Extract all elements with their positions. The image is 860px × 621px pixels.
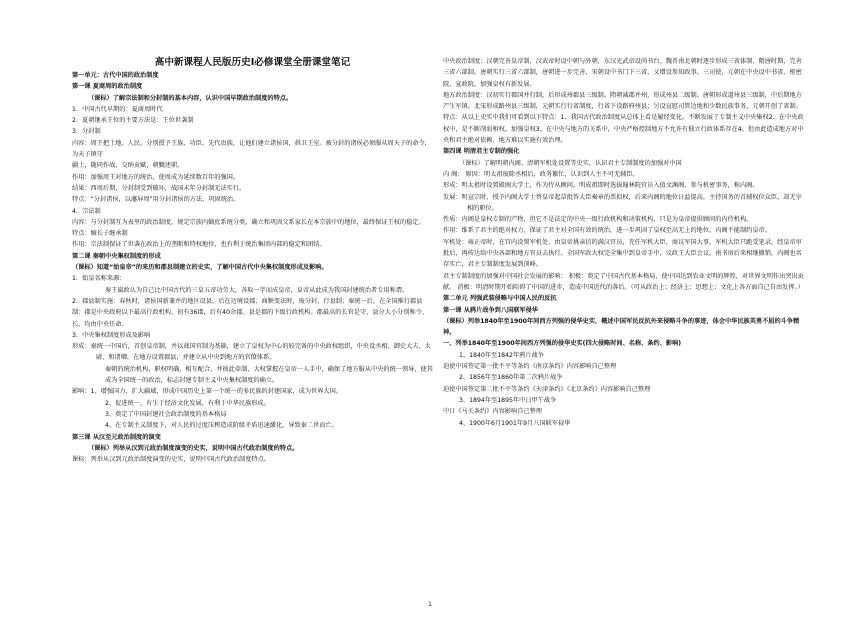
text-line: 内 阁： 原因：明太祖废除丞相后，政务繁忙，认识到人主不可无辅臣。 [443, 170, 639, 178]
text-line: 3．中央集权制度形成及影响 [72, 331, 151, 339]
text-line: 第二单元 列强武装侵略与中国人民的反抗 [443, 295, 557, 303]
text-line: 中央政治制度：汉朝完善皇帝制，汉武帝时设中朝与外朝，东汉光武帝设尚书台。魏晋南北朝时逐步形成三省体制，隋唐时期，完善三省六部制。唐朝实行三省六部制，唐朝进一步完善，宋朝设中书门下三省，又增设参知政事、三司使，元朝在中央设中书省、枢密院、宣政院，加强皇权有新发展。 [443, 58, 802, 88]
text-line: 1．始皇名称来源： [72, 275, 126, 283]
text-line: （课标）列举从汉到元政治制度演变的史实，说明中国古代政治制度的特点。 [88, 444, 299, 452]
text-line: 3、1894年至1895年中日甲午战争 [459, 396, 557, 404]
text-line: （课标）列举1840年至1900年间西方列强的侵华史实，概述中国军民反抗外来侵略斗争的事迹，体会中华民族英勇不屈的斗争精神。 [443, 317, 800, 337]
text-line: 秦朝的统治机构，职权明确，相互配合，并彼此牵制，大权掌握在皇帝一人手中，确保了地方服从中央的统一领导，使其成为全国统一的政治，标志封建专制主义中央集权制度的确立。 [105, 365, 433, 385]
text-line: （课标）了解宗法制和分封制的基本内容，认识中国早期政治制度的特点。 [88, 94, 293, 102]
text-line: 作用：维系了君主的绝对权力，保证了君主对全国有效的统治，进一步巩固了皇权至高无上的地位，内阁不能制约皇帝。 [443, 227, 771, 235]
text-line: 4．宗法制 [72, 207, 101, 215]
text-line: 一、列举1840年至1900年间西方列强的侵华史实(四大侵略时间、名称、条约、影响) [443, 340, 682, 348]
text-line: 地方政治制度：汉初实行郡国并行制，后形成州郡县三级制。隋朝减郡并州，形成州县二级制。唐朝形成道州县三级制，中后期地方产生军镇。北宋形成路州县三级制，元朝实行行省制度，行省下设路府州县；另设宣慰司管边地和少数民族事务，元朝开创了省制。 [443, 91, 802, 111]
text-line: 2、促进统一，有生于经济文化发展，有利于中华民族形成。 [105, 399, 270, 407]
text-line: 疆土，随同作战，交纳贡赋，朝觐述职。 [72, 162, 184, 170]
document-title: 高中新课程人民版历史Ⅰ必修课堂全册课堂笔记 [154, 57, 351, 68]
text-line: 特点：从以上史实中我们可看到以下特点：1、我国古代政治制度从总体上看是履经变化，不断发展了专制主义中央集权2、在中央政权中，是不断削弱相权，加强皇权3、在中央与地方的关系中，中央严格控制地方不允许有独立行政体系存在4、但由此造成地方对中央和君主绝对依赖，地方难以实施有效治理。 [443, 114, 804, 145]
text-line: 君主专制制度的加强对中国社会发展的影响： 积极：奠定了中国古代基本格局，使中国达到农业文明的辉煌，对世界文明作出突出贡献。 消极：明清时期开始阻碍了中国的进步，造成中国近代的落后。（可从政治上；经济上；思想上；文化上各方面自己自由发挥。） [443, 272, 804, 291]
text-line: 1．中国古代早期的：夏商周时代 [72, 105, 163, 113]
text-line: 第二课 秦朝中央集权制度的形成 [72, 252, 161, 260]
text-line: 发展：明宣宗时，授予内阁大学士替皇帝起草批答大臣奏章的票拟权，后来内阁的地位日益提高，主持国务的首辅权位众臣，却无宰相的职位。 [443, 193, 802, 212]
text-line: 3、奠定了中国封建社会政治制度的基本格局 [105, 410, 227, 418]
text-line: 3．分封制 [72, 128, 101, 136]
text-line: 特点：“分封诸侯，以藩屏周”用分封诸侯的方法，巩固统治。 [72, 196, 240, 204]
text-line: 第一课 夏商周的政治制度 [72, 83, 143, 91]
text-line: 内容：周王把土地、人民、分别授予王族、功臣、先代贵族，让他们建立诸侯国，拱卫王室。被分封的诸侯必须服从周天子的命令，为天子镇守 [72, 139, 431, 159]
text-line: 2、1856年至1860年第二次鸦片战争 [459, 374, 563, 382]
text-line: 4、在专制主义制度下，对人民的过度压榨造成阶级矛盾迅速激化，导致秦二世而亡。 [105, 422, 338, 430]
text-line: 4、1900年6月1901年9月八国联军侵华 [459, 419, 571, 427]
text-line: 特点：嫡长子继承制 [72, 230, 128, 238]
text-line: 秦王嬴政认为自己比中国古代的三皇五帝功劳大，各取一字而成皇帝，皇帝从此成为我国封建统治者专用称谓。 [105, 286, 409, 294]
text-line: 2．郡县制实施：春秋时，诸侯国新兼并的地区设县，后在边境设郡；商鞅变法时，废分封，行县制；秦统一后，在全国推行郡县制：郡是中央政府以下最高行政机构，初有36郡，后有40余郡。县是郡的下级行政机构。郡最高的长官是守，县分大小分别称令、长，均由中央任命。 [72, 297, 429, 328]
text-line: （课标）了解明朝内阁、清朝军机处设置等史实，认识君主专制制度的加强对中国 [459, 159, 682, 167]
text-line: 性质：内阁是皇权专制的产物，但它不是法定的中央一级行政机构和决策机构，只是为皇帝提供顾问的内侍机构。 [443, 216, 753, 224]
text-line: 内容：与分封制互为表里的政治制度，规定宗族内嫡庶系统分类，确立和巩固父系家长在本宗族中的地位，最终保证王权的稳定。 [72, 218, 425, 226]
right-column [443, 56, 804, 621]
text-line: 第一课 从鸦片战争到八国联军侵华 [443, 306, 538, 314]
page-number: 1 [428, 601, 432, 608]
text-line: 结果：西周后期，分封制受到破坏，战国末年分封制无法实行。 [72, 184, 246, 192]
text-line: 形成：秦统一中国后，首创皇帝制，并以战国官制为基础，建立了皇权为中心的较完备的中央政权组织，中央设丞相、御史大夫、太尉，和诸卿，在地方设置郡县，并建立从中央到地方的官僚体系。 [72, 343, 431, 362]
text-line: 军机处：雍正帝时，在宫内设置军机处，由皇帝挑亲信的满汉官员，充任军机大臣，商议军国大事，军机大臣只跪受笔录，经皇帝审批后，再传达给中央各部和地方官员去执行。全国军政大权完全集中到皇帝手中，议政王大臣会议，南书房后来相继撤销，内阁也名存实亡，君主专制制度发展到顶峰。 [443, 238, 802, 269]
text-line: 中日《马关条约》内容影响自己整理 [443, 408, 542, 416]
text-line: 作用：加强周王对地方的统治，使周成为延续数百年的强国。 [72, 173, 240, 181]
text-line: 迫使中国签定第一批不平等条约《南京条约》内容影响自己整理 [443, 363, 617, 371]
text-line: 第一单元：古代中国的政治制度 [72, 72, 159, 79]
left-column [72, 56, 433, 621]
text-line: 第四课 明清君主专制的强化 [443, 148, 520, 156]
text-line: （课标）知道“始皇帝”的来历和郡县制建立的史实，了解中国古代中央集权制度形成及影响。 [72, 264, 328, 272]
text-line: 作用：宗法制保证了世袭在政治上的垄断和特权地位，也有利于统治集团内部的稳定和团结。 [72, 241, 326, 249]
text-line: 2．夏朝继承王位的主要方法是：王位世袭制 [72, 117, 194, 125]
text-line: 迫使中国签定第二批不平等条约《天津条约》《北京条约》内容影响自己整理 [443, 385, 651, 393]
text-line: 课标：列举从汉到元政治制度演变的史实，说明中国古代政治制度特点。 [72, 456, 270, 464]
text-line: 影响：1、增强国力，扩大疆域，形成中国历史上第一个统一的多民族的封建国家，成为世界大国。 [72, 388, 342, 396]
text-line: 形成：明太祖时设置殿阁大学士，作为侍从顾问。明成祖即时选拔翰林院官员入值文渊阁，参与机密事务，称内阁。 [443, 182, 759, 190]
text-line: 第三课 从汉至元政治制度的演变 [72, 433, 161, 441]
text-line: 1、1840年至1842年鸦片战争 [459, 351, 544, 359]
